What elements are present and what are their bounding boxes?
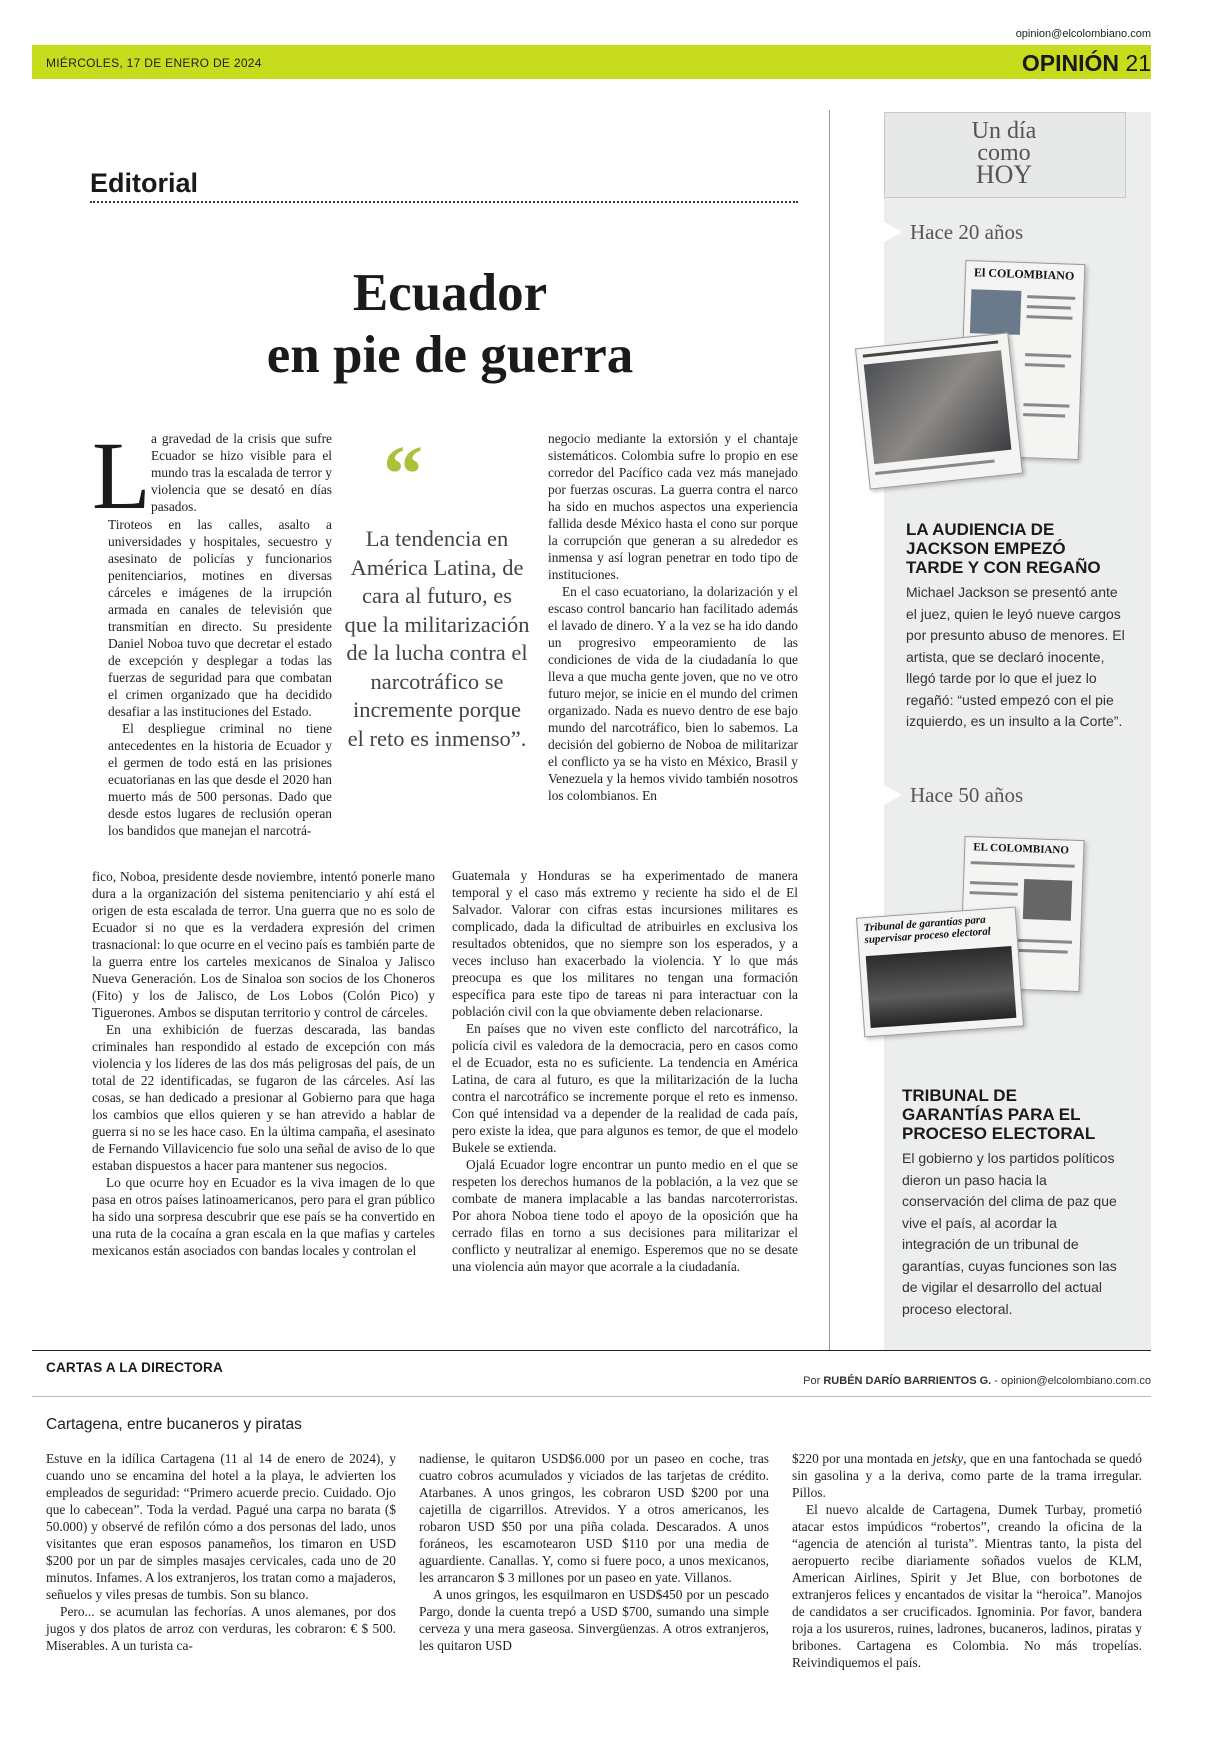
editorial-col1-intro [151,430,332,515]
header-section-title [1022,50,1119,77]
paragraph: Lo que ocurre hoy en Ecuador es la viva imagen de lo que pasa en otros países latinoamericanos, pero para el gran público ha sido una sorpresa descubrir que ese país se ha convertido en una ruta de la cocaína a gran escala en la que mafias y carteles mexicanos están asociados con bandas locales y controlan el [92,1175,435,1258]
paragraph: fico, Noboa, presidente desde noviembre, intentó ponerle mano dura a la organización del sistema penitenciario y ahí está el origen de esta escalada de terror. Una guerra que no es solo de Ecuador si no que es la verdadera expresión del crimen trasnacional: lo que ocurre en el vecino país es también parte de la guerra entre los carteles mexicanos de Sinaloa y Jalisco Nueva Generación. Los de Sinaloa son socios de los Choneros (Fito) y los de Jalisco, de Los Lobos (Colón Pico) y Tiguerones. Ambos se disputan territorio y control de cárceles. [92,869,435,1020]
clip-headline: Tribunal de garantías para supervisar proceso electoral [863,913,992,947]
clip-text-line [971,861,1075,868]
editorial-headline [150,262,750,386]
text-run: $220 por una montada en [792,1451,933,1466]
cartas-title: Cartagena, entre bucaneros y piratas [46,1416,302,1433]
clip-text-line [1023,413,1065,417]
text-run: , que en una fantochada se quedó sin gasolina y a la deriva, como parte de la trama irregular. Pillos. [792,1451,1143,1500]
byline-email[interactable]: - opinion@elcolombiano.com.co [994,1375,1151,1387]
paragraph: El nuevo alcalde de Cartagena, Dumek Turbay, prometió atacar estos impúdicos “robertos”, creando la oficina de la “agencia de atención al turista”. Mientras tanto, la pista del aeropuerto recibe diariamente soñados vuelos de KLM, American Airlines, Spirit y Jet Blue, con borbotones de extranjeros felices y encantados de visitar la “heroica”. Manojos de candidatos a ser crucificados. Ignominia. Por favor, bandera roja a los usureros, ruines, ladrones, bucaneros, ladinos, piratas y bribones. Cartagena es Colombia. No más tropelías. Reivindiquemos el país. [792,1502,1142,1670]
paragraph: Pero... se acumulan las fechorías. A unos alemanes, por dos jugos y dos platos de arroz con verduras, les cobraron: € $ 500. Miserables. A un turista ca- [46,1604,396,1653]
clip-text-line [970,891,1018,896]
text-run-italic: jetsky [932,1451,964,1466]
clip-photo [1023,879,1072,921]
editorial-col2-top [548,430,798,804]
column-divider [829,110,830,1350]
cartas-col3 [792,1450,1142,1671]
news-item-1-title: LA AUDIENCIA DE JACKSON EMPEZÓ TARDE Y CON REGAÑO [906,520,1101,577]
un-dia-como-hoy-title [884,118,1124,189]
news-item-1-body: Michael Jackson se presentó ante el juez, quien le leyó nueve cargos por presunto abuso de menores. El artista, que se declaró inocente, llegó tarde por lo que el juez lo regañó: “usted empezó con el pie izquierdo, es un insulto a la Corte”. [906,584,1125,729]
title-line-hoy: HOY [975,160,1033,189]
clip-photo [866,946,1017,1028]
title-line: Un día [971,118,1037,144]
clip-photo [970,289,1022,335]
clip-text-line [1023,403,1069,408]
paragraph: nadiense, le quitaron USD$6.000 por un paseo en coche, tras cuatro cobros acumulados y viciados de las tarjetas de crédito. Atarbanes. A unos gringos, les cobraron USD $200 por una cajetilla de cigarrillos. Atrevidos. Y a otros americanos, les robaron USD $50 por una piña colada. Descarados. A unos foráneos, les escamotearon USD $110 por una media de aguardiente. Canallas. Y, como si fuere poco, a unos mexicanos, les arrancaron $ 3 millones por un paseo en yate. Villanos. [419,1451,769,1585]
flag-arrow-icon [884,222,902,242]
news-item-2-body: El gobierno y los partidos políticos dieron un paso hacia la conservación del clima de paz que vive el país, al acordar la integración de un tribunal de garantías, cuyas funciones son las de vigilar el desarrollo del actual proceso electoral. [902,1150,1117,1317]
editorial-col1-middle [108,516,332,839]
pull-quote: La tendencia en América Latina, de cara al futuro, es que la militarización de la lucha contra el narcotráfico se incremente porque el reto es inmenso”. [344,526,530,751]
paragraph: El despliegue criminal no tiene antecedentes en la historia de Ecuador y el germen de todo está en las prisiones ecuatorianas en las que desde el 2020 han muerto más de 500 personas. Dado que desde estos lugares de reclusión operan los bandidos que manejan el narcotrá- [108,721,332,838]
hace-20-label: Hace 20 años [910,220,1024,244]
cartas-divider [32,1350,1151,1351]
paragraph: Estuve en la idílica Cartagena (11 al 14 de enero de 2024), y cuando uno se encamina del hotel a la playa, le advierten los empleados de seguridad: “Primero acuerde precio. Cuidado. Ojo que lo cabecean”. Toda la verdad. Pagué una carpa no barata ($ 50.000) y observé de refilón cómo a dos personas del lado, unos visitantes que eran esposos panameños, los timaron en USD $200 por un par de simples masajes cervicales, cada uno de 20 minutos. Infames. A los extranjeros, los tratan como a majaderos, señuelos y viles presas de tumbis. Son su blanco. [46,1451,396,1602]
editorial-label: Editorial [90,168,199,198]
clip-masthead: El COLOMBIANO [973,265,1075,283]
clip-text-line [1027,305,1071,310]
paragraph: En una exhibición de fuerzas descarada, las bandas criminales han respondido al estado de excepción con más violencia y los líderes de las dos más peligrosas del país, de un total de 22 identificadas, se fugaron de las cárceles. Así las cosas, se han dedicado a presionar al Gobierno para que haga los cambios que ellos quieren y se han atrevido a hablar de guerra si no se les hace caso. En la última campaña, el asesinato de Fernando Villavicencio fue solo una señal de aviso de lo que estaban dispuestos a hacer para mantener sus negocios. [92,1022,435,1173]
byline-author: RUBÉN DARÍO BARRIENTOS G. [823,1375,992,1387]
drop-cap: L [92,422,151,529]
cartas-divider-thin [32,1396,1151,1397]
paragraph: Tiroteos en las calles, asalto a universidades y hospitales, secuestro y asesinato de policías y funcionarios penitenciarios, motines en diversas cárceles e imágenes de la irrupción armada en canales de televisión que transmitían en directo. Su presidente Daniel Noboa tuvo que decretar el estado de excepción y desplegar a todas las fuerzas de seguridad para que combatan el crimen organizado que ha decidido desafiar a las instituciones del Estado. [108,517,332,719]
clip-text-line [1026,315,1072,320]
editorial-divider [90,201,798,203]
headline-line-1: Ecuador [352,264,548,322]
cartas-col1 [46,1450,396,1654]
intro-text: a gravedad de la crisis que sufre Ecuador se hizo visible para el mundo tras la escalada de terror y violencia que se desató en días pasados. [151,431,332,514]
hace-50-label: Hace 50 años [910,783,1024,807]
section-name: OPINIÓN [1021,50,1119,76]
paragraph [792,1450,1142,1501]
newspaper-clip-front [855,332,1023,489]
editorial-col1-bottom [92,868,435,1259]
paragraph: En países que no viven este conflicto del narcotráfico, la policía civil es valedora de la democracia, pero en casos como el de Ecuador, esta no es suficiente. La tendencia en América Latina, de cara al futuro, es que la militarización de la lucha contra el narcotráfico se incremente porque el reto es inmenso. Con qué intensidad va a depender de la realidad de cada país, pero existe la idea, que para algunos es temor, de que el modelo Bukele se extienda. [452,1021,798,1155]
clip-text-line [1027,295,1075,300]
newspaper-clip-front [856,907,1024,1038]
cartas-byline [803,1375,1151,1387]
editorial-col2-bottom [452,867,798,1275]
paragraph: A unos gringos, les esquilmaron en USD$450 por un pescado Pargo, donde la cuenta trepó a USD $700, sumando una simple cerveza y una mera gaseosa. Sinvergüenzas. A otros extranjeros, les quitaron USD [419,1587,769,1653]
header-email[interactable]: opinion@elcolombiano.com [1015,28,1151,40]
byline-prefix: Por [803,1375,821,1387]
header-page-number: 21 [1125,50,1151,76]
clip-masthead: EL COLOMBIANO [973,841,1070,857]
clip-text-line [1025,363,1065,367]
paragraph: negocio mediante la extorsión y el chantaje sistemáticos. Colombia sufre lo propio en ese corredor del Pacífico cada vez más manejado por fuerzas oscuras. La guerra contra el narco ha sido en muchos aspectos una experiencia fallida desde México hasta el cono sur porque la corrupción que generan a su alrededor es inmensa y así logran penetrar en todo tipo de instituciones. [548,431,798,582]
clip-text-line [1025,353,1071,358]
clip-text-line [970,881,1018,886]
title-line: como [977,140,1031,166]
cartas-col2 [419,1450,769,1654]
clip-photo [864,350,1012,464]
paragraph: En el caso ecuatoriano, la dolarización y el escaso control bancario han facilitado además el lavado de dinero. Y a la vez se ha ido dando un progresivo empeoramiento de las condiciones de vida de la ciudadanía lo que lleva a que mucha gente joven, que no ve otro futuro mejor, se inicie en el mundo del crimen organizado. Nada es nuevo dentro de ese bajo mundo del narcotráfico, bien lo sabemos. La decisión del gobierno de Noboa de militarizar el conflicto ya se ha visto en México, Brasil y Venezuela y la hemos vivido también nosotros los colombianos. En [548,584,798,803]
headline-line-2: en pie de guerra [266,326,634,384]
cartas-label: CARTAS A LA DIRECTORA [46,1360,223,1375]
flag-arrow-icon [884,785,902,805]
header-date: MIÉRCOLES, 17 DE ENERO DE 2024 [46,56,262,70]
paragraph: Guatemala y Honduras se ha experimentado de manera temporal y el caso más extremo y reciente ha sido el de El Salvador. Valorar con cifras estas incursiones militares es complicado, dada la dificultad de atribuirles en exclusiva los resultados obtenidos, que no siempre son los esperados, y a veces incluso han exacerbado la violencia. Y lo que más preocupa es que los militares no tengan una formación específica para este tipo de tareas ni para interactuar con la población civil con la que obviamente deben relacionarse. [452,868,798,1019]
news-item-2-title: TRIBUNAL DE GARANTÍAS PARA EL PROCESO ELECTORAL [902,1086,1096,1143]
quote-mark-icon: “ [383,431,423,519]
paragraph: Ojalá Ecuador logre encontrar un punto medio en el que se respeten los derechos humanos de la población, a la vez que se combate de manera implacable a las bandas narcoterroristas. Por ahora Noboa tiene todo el apoyo de la oposición que ha cerrado filas en torno a sus decisiones para militarizar el conflicto y neutralizar al enemigo. Esperemos que no se desate una violencia aún mayor que acorrale a la ciudadanía. [452,1157,798,1274]
